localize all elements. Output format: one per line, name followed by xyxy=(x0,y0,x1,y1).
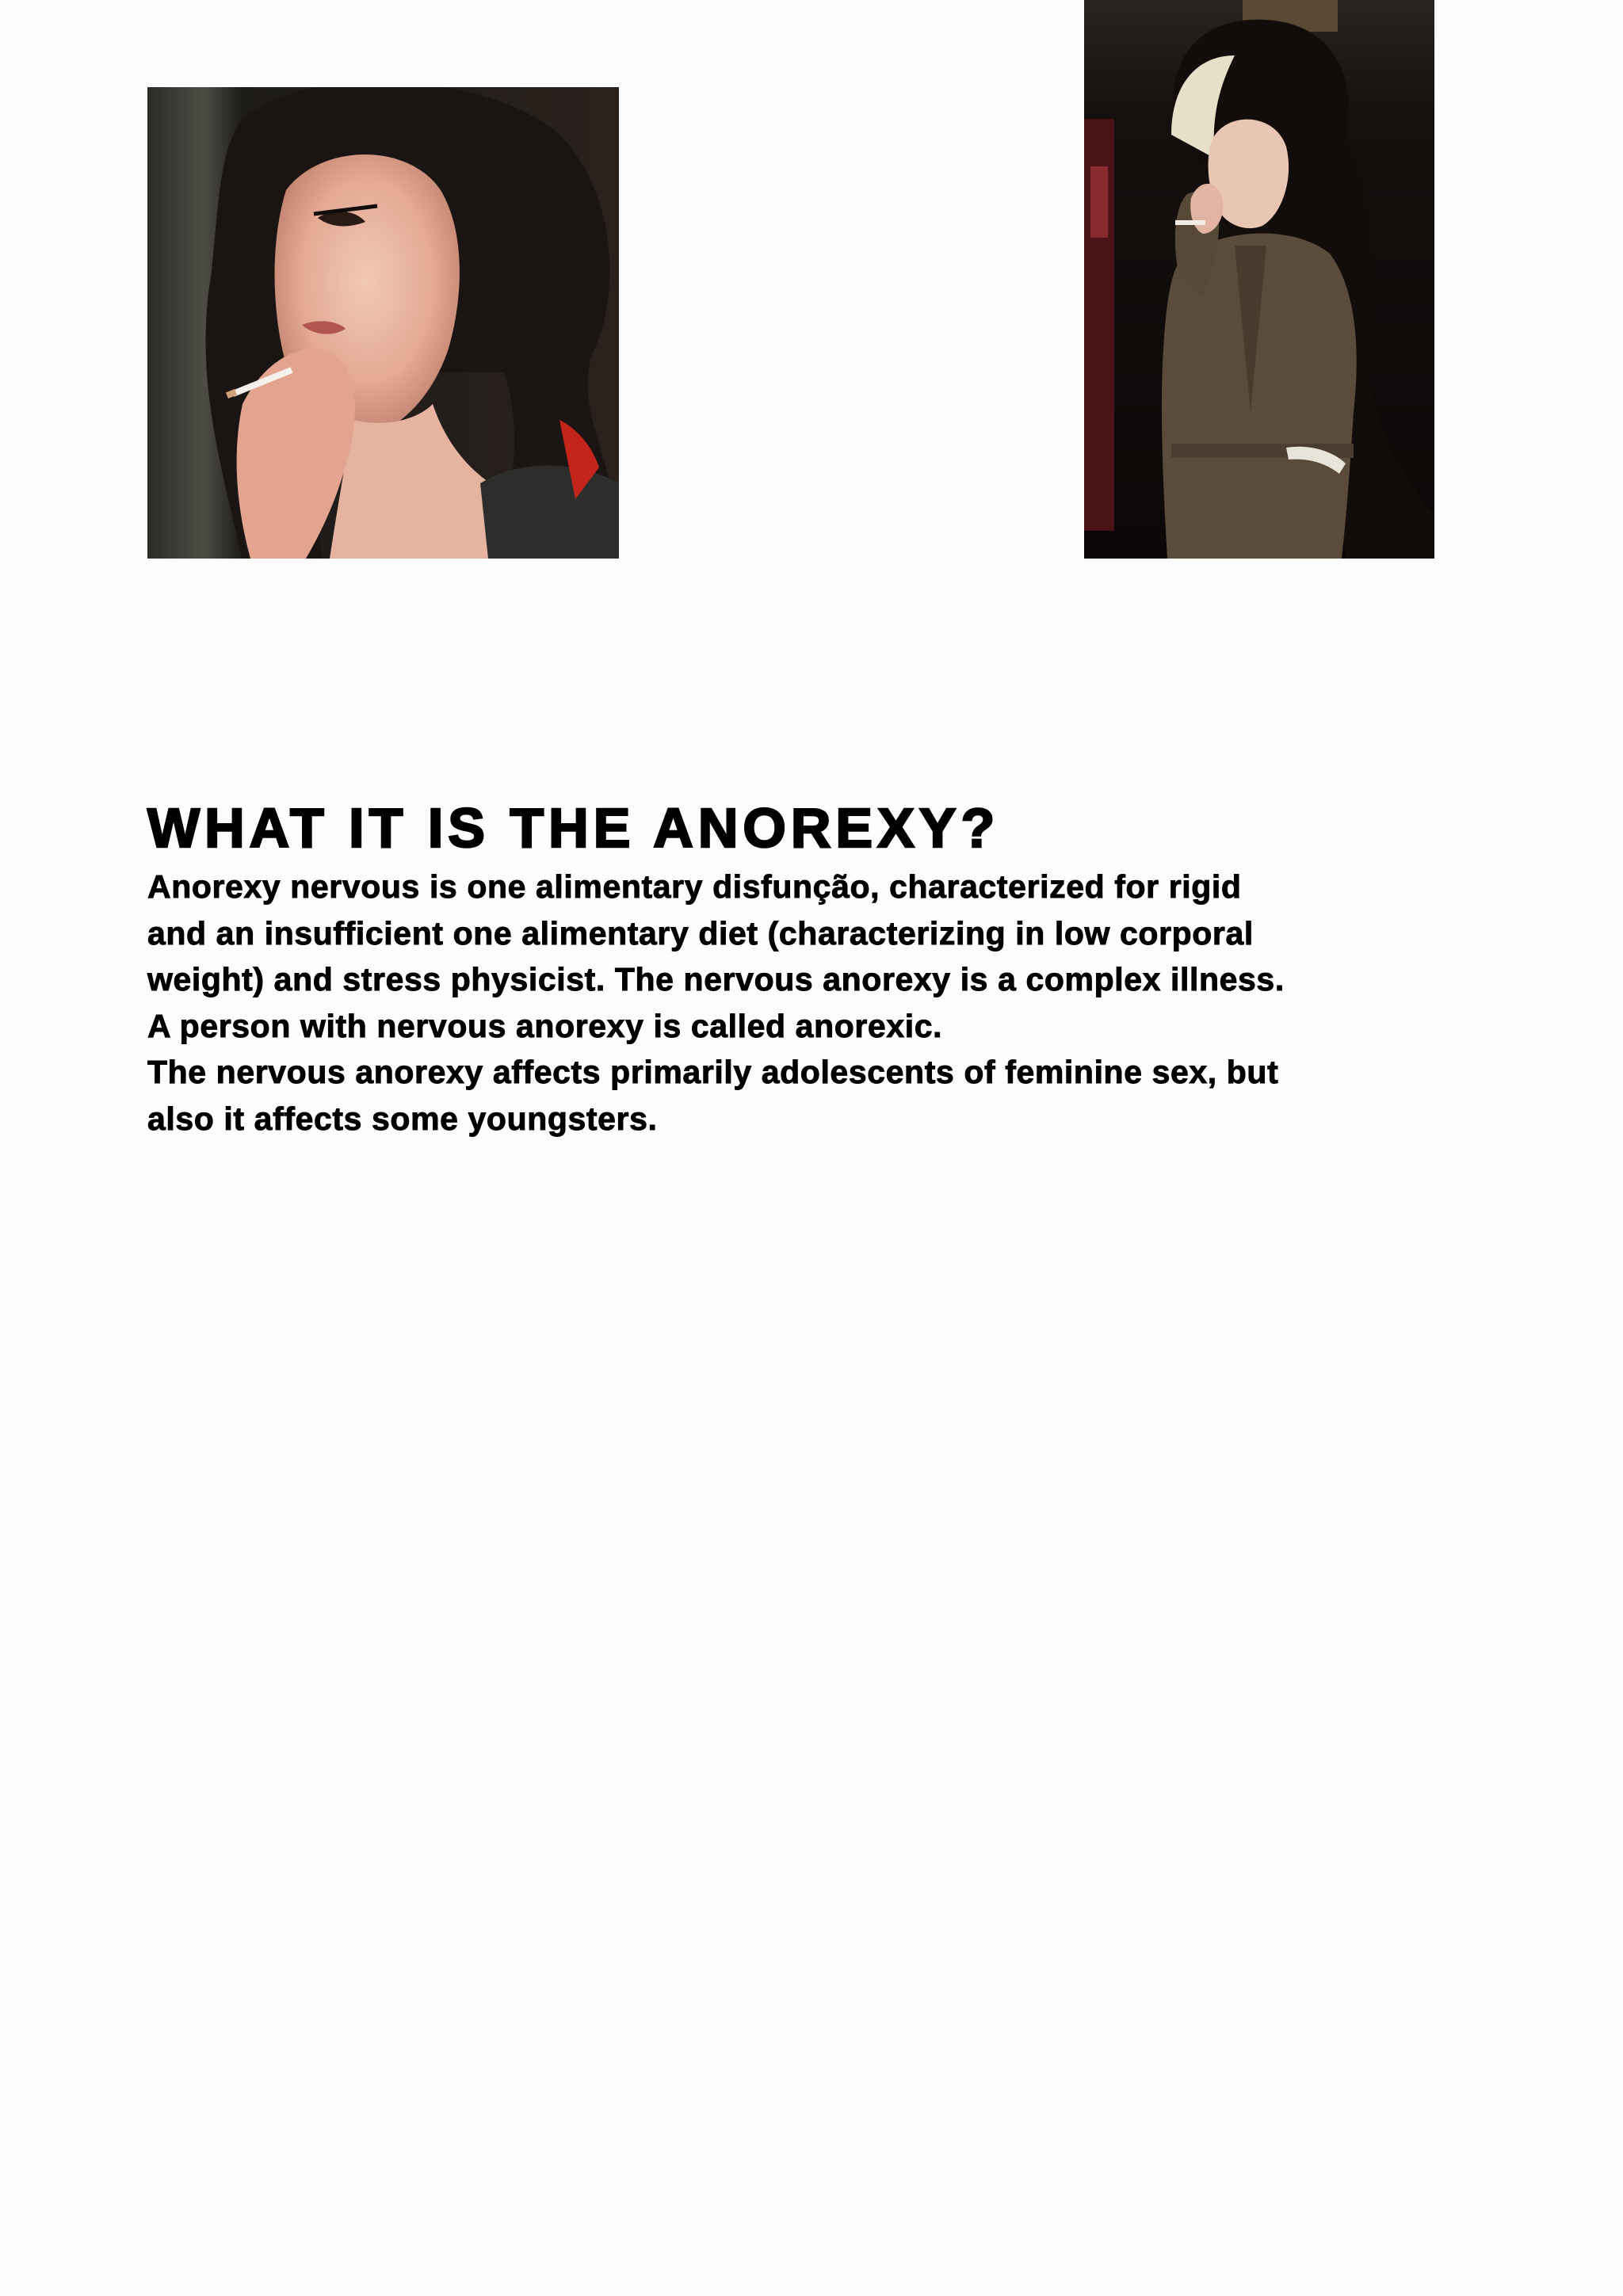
article-body-line: weight) and stress physicist. The nervous anorexy is a complex illness. xyxy=(147,961,1285,997)
article-body-line: Anorexy nervous is one alimentary disfunção, characterized for rigid xyxy=(147,868,1242,905)
portrait-photo-closeup xyxy=(147,87,619,559)
portrait-photo-trenchcoat xyxy=(1084,0,1434,559)
portrait-photo-closeup-image xyxy=(147,87,619,559)
article-body-line: and an insufficient one alimentary diet (characterizing in low corporal xyxy=(147,914,1254,952)
article-body-line: also it affects some youngsters. xyxy=(147,1100,658,1137)
article-body xyxy=(147,864,1447,1142)
portrait-photo-trenchcoat-image xyxy=(1084,0,1434,559)
article-body-line: A person with nervous anorexy is called anorexic. xyxy=(147,1007,943,1044)
article-heading: WHAT IT IS THE ANOREXY? xyxy=(147,797,1000,859)
article-body-line: The nervous anorexy affects primarily adolescents of feminine sex, but xyxy=(147,1054,1279,1090)
